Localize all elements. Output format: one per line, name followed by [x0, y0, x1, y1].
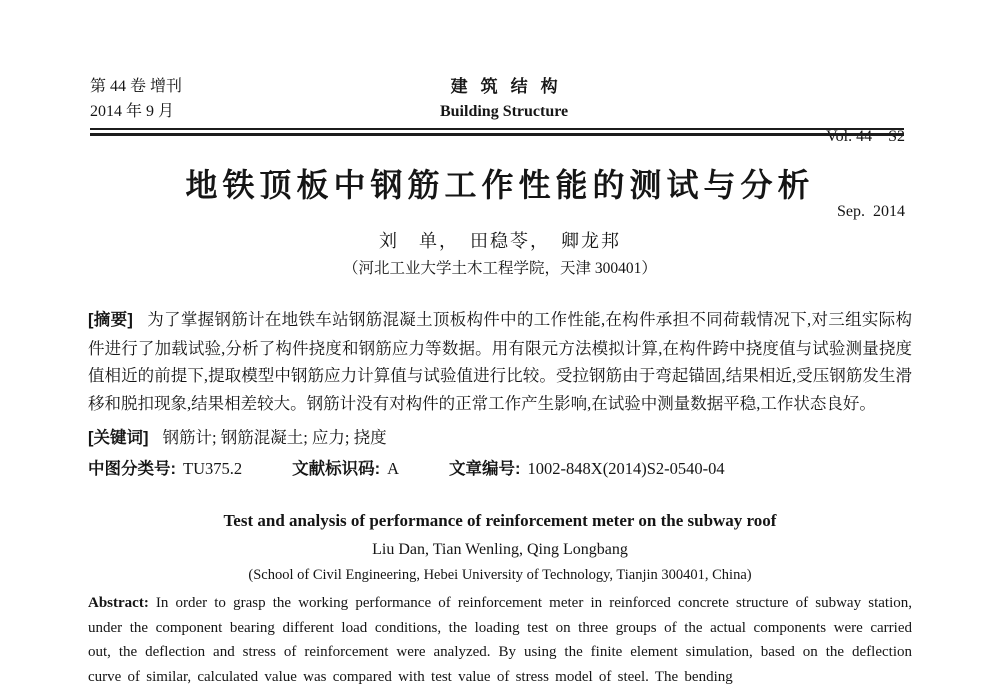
paper-title-en: Test and analysis of performance of reinforcement meter on the subway roof: [223, 511, 777, 530]
affiliation-cn: （河北工业大学土木工程学院，天津 300401）: [343, 260, 657, 277]
journal-date-en: Sep. 2014: [836, 203, 905, 220]
article-id-label: 文章编号:: [449, 459, 521, 478]
document-code-value: A: [387, 458, 400, 478]
authors-cn: 刘 单， 田稳苓， 卿龙邦: [379, 231, 621, 251]
header-divider: [90, 128, 904, 136]
document-code: [292, 455, 399, 484]
keywords-text-cn: 钢筋计; 钢筋混凝土; 应力; 挠度: [162, 428, 387, 447]
journal-name-cn: 建筑结构: [450, 77, 571, 96]
authors-en: Liu Dan, Tian Wenling, Qing Longbang: [372, 541, 628, 558]
journal-volume-en: Vol. 44 S2: [826, 128, 905, 145]
english-abstract-block: [88, 511, 912, 689]
affiliation-en: (School of Civil Engineering, Hebei University of Technology, Tianjin 300401, China): [248, 567, 752, 583]
abstract-label-cn: [摘要]: [88, 311, 133, 329]
abstract-en: [88, 591, 912, 689]
paper-title-cn: 地铁顶板中钢筋工作性能的测试与分析: [185, 167, 815, 203]
clc-value: TU375.2: [183, 458, 243, 478]
journal-name-block: [438, 74, 571, 124]
journal-name-en: Building Structure: [439, 103, 569, 120]
document-code-label: 文献标识码:: [292, 459, 381, 478]
keywords-cn: [88, 424, 912, 453]
abstract-label-en: Abstract:: [88, 595, 149, 611]
keywords-label-cn: [关键词]: [88, 429, 149, 447]
journal-volume-block-cn: [90, 74, 182, 124]
classification-line: [88, 455, 912, 484]
clc-number: [88, 455, 242, 484]
abstract-text-cn: 为了掌握钢筋计在地铁车站钢筋混凝土顶板构件中的工作性能,在构件承担不同荷载情况下,对三组实际构件进行了加载试验,分析了构件挠度和钢筋应力等数据。用有限元方法模拟计算,在构件跨中挠度值与试验测量挠度值相近的前提下,提取模型中钢筋应力计算值与试验值进行比较。受拉钢筋由于弯起锚固,结果相近,受压钢筋发生滑移和脱扣现象,结果相差较大。钢筋计没有对构件的正常工作产生影响,在试验中测量数据平稳,工作状态良好。: [88, 310, 912, 413]
chinese-abstract-block: [88, 306, 912, 483]
abstract-cn: [88, 306, 912, 417]
article-id-value: 1002-848X(2014)S2-0540-04: [527, 458, 725, 478]
abstract-text-en: In order to grasp the working performance of reinforcement meter in reinforced concrete structure of subway station, under the component bearing different load conditions, the loading test on three groups of the actual components were carried out, the deflection and stress of reinforcement were analyzed. By using the finite element simulation, based on the deflection curve of similar, calculated value was compared with test value of stress model of steel. The bending: [88, 595, 912, 685]
article-id: [449, 455, 725, 484]
journal-date-cn: 2014 年 9 月: [90, 103, 175, 120]
journal-volume-cn: 第 44 卷 增刊: [90, 78, 183, 95]
clc-label: 中图分类号:: [88, 459, 176, 478]
